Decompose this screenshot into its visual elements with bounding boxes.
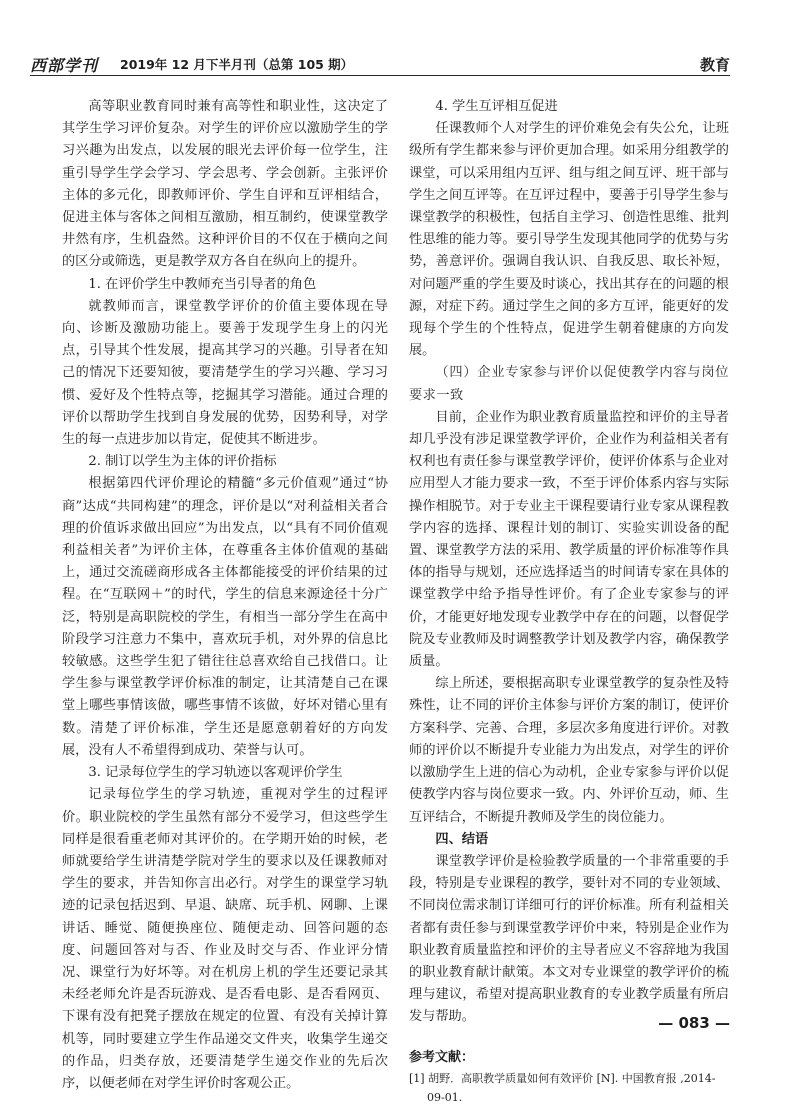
left-column bbox=[62, 96, 388, 1095]
journal-logo: 西部学刊 bbox=[30, 56, 99, 75]
page-number: — 083 — bbox=[658, 1014, 730, 1032]
body-paragraph: 综上所述，要根据高职专业课堂教学的复杂性及特殊性，让不同的评价主体参与评价方案的制订，使评价方案科学、完善、合理，多层次多角度进行评价。对教师的评价以不断提升专业能力为出发点，对学生的评价以激励学生上进的信心为动机，企业专家参与评价以促使教学内容与岗位要求一致。内、外评价互动，师、生互评结合，不断提升教师及学生的岗位能力。 bbox=[409, 676, 729, 825]
body-paragraph: 任课教师个人对学生的评价难免会有失公允，让班级所有学生都来参与评价更加合理。如采用分组教学的课堂，可以采用组内互评、组与组之间互评、班干部与学生之间互评等。在互评过程中，要善于引导学生参与课堂教学的积极性，包括自主学习、创造性思维、批判性思维的能力等。要引导学生发现其他同学的优势与劣势，善意评价。强调自我认识、自我反思、取长补短，对问题严重的学生要及时谈心，找出其存在的问题的根源，对症下药。通过学生之间的多方互评，能更好的发现每个学生的个性特点，促进学生朝着健康的方向发展。 bbox=[409, 121, 729, 359]
running-header bbox=[30, 52, 730, 76]
body-paragraph: 根据第四代评价理论的精髓“多元价值观”通过“协商”达成“共同构建”的理念，评价是以“对利益相关者合理的价值诉求做出回应”为出发点，以“具有不同价值观利益相关者”为评价主体，在尊重各主体价值观的基础上，通过交流磋商形成各主体都能接受的评价结果的过程。在“互联网＋”的时代，学生的信息来源途径十分广泛，特别是高职院校的学生，有相当一部分学生在高中阶段学习注意力不集中，喜欢玩手机，对外界的信息比较敏感。这些学生犯了错往往总喜欢给自己找借口。让学生参与课堂教学评价标准的制定，让其清楚自己在课堂上哪些事情该做，哪些事情不该做，好坏对错心里有数。清楚了评价标准，学生还是愿意朝着好的方向发展，没有人不希望得到成功、荣誉与认可。 bbox=[62, 476, 388, 758]
body-paragraph: 就教师而言，课堂教学评价的价值主要体现在导向、诊断及激励功能上。要善于发现学生身上的闪光点，引导其个性发展，提高其学习的兴趣。引导者在知己的情况下还要知彼，要清楚学生的学习兴趣、学习习惯、爱好及个性特点等，挖掘其学习潜能。通过合理的评价以帮助学生找到自身发展的优势，因势利导，对学生的每一点进步加以肯定，促使其不断进步。 bbox=[62, 298, 388, 448]
subheading: 4. 学生互评相互促进 bbox=[435, 99, 558, 114]
subheading: 1. 在评价学生中教师充当引导者的角色 bbox=[88, 276, 317, 292]
body-paragraph: 课堂教学评价是检验教学质量的一个非常重要的手段，特别是专业课程的教学，要针对不同的专业领域、不同岗位需求制订详细可行的评价标准。所有利益相关者都有责任参与到课堂教学评价中来，特别是企业作为职业教育质量监控和评价的主导者应义不容辞地为我国的职业教育献计献策。本文对专业课堂的教学评价的梳理与建议，希望对提高职业教育的专业教学质量有所启发与帮助。 bbox=[409, 853, 729, 1025]
right-column bbox=[409, 96, 729, 1107]
body-paragraph: 目前，企业作为职业教育质量监控和评价的主导者却几乎没有涉足课堂教学评价，企业作为利益相关者有权利也有责任参与课堂教学评价，使评价体系与企业对应用型人才能力要求一致，不至于评价体系内容与实际操作相脱节。对于专业主干课程要请行业专家从课程教学内容的选择、课程计划的制订、实验实训设备的配置、课堂教学方法的采用、教学质量的评价标准等作具体的指导与规划，还应选择适当的时间请专家在具体的课堂教学中给予指导性评价。有了企业专家参与的评价，才能更好地发现专业教学中存在的问题，以督促学院及专业教师及时调整教学计划及教学内容，确保教学质量。 bbox=[409, 409, 729, 670]
section-name: 教育 bbox=[699, 56, 730, 74]
body-paragraph: 记录每位学生的学习轨迹，重视对学生的过程评价。职业院校的学生虽然有部分不爱学习，但这些学生同样是很看重老师对其评价的。在学期开始的时候，老师就要给学生讲清楚学院对学生的要求以及任课教师对学生的要求，并告知你言出必行。对学生的课堂学习轨迹的记录包括迟到、早退、缺席、玩手机、网聊、上课讲话、睡觉、随便换座位、随便走动、回答问题的态度、问题回答对与否、作业及时交与否、作业评分情况、课堂行为好坏等。对在机房上机的学生还要记录其未经老师允许是否玩游戏、是否看电影、是否看网页、下课有没有把凳子摆放在规定的位置、有没有关掉计算机等，同时要建立学生作品递交文件夹，收集学生递交的作品，归类存放，还要清楚学生递交作业的先后次序，以便老师在对学生评价时客观公正。 bbox=[62, 787, 388, 1091]
issue-info: 2019年 12 月下半月刊（总第 105 期） bbox=[120, 57, 354, 72]
subheading: 3. 记录每位学生的学习轨迹以客观评价学生 bbox=[88, 765, 343, 781]
section-heading: （四）企业专家参与评价以促使教学内容与岗位要求一致 bbox=[409, 365, 729, 403]
subheading: 2. 制订以学生为主体的评价指标 bbox=[88, 454, 277, 470]
body-paragraph: 高等职业教育同时兼有高等性和职业性，这决定了其学生学习评价复杂。对学生的评价应以激励学生的学习兴趣为出发点，以发展的眼光去评价每一位学生，注重引导学生学会学习、学会思考、学会创新。主张评价主体的多元化，即教师评价、学生自评和互评相结合，促进主体与客体之间相互激励，相互制约，使课堂教学井然有序，生机盎然。这种评价目的不仅在于横向之间的区分或筛选，更是教学双方各自在纵向上的提升。 bbox=[62, 99, 388, 270]
references-title: 参考文献： bbox=[409, 1049, 475, 1065]
reference-item: [1] 胡野．高职教学质量如何有效评价 [N]. 中国教育报 ,2014-09-01. bbox=[409, 1071, 716, 1104]
conclusion-heading: 四、结语 bbox=[435, 831, 489, 847]
